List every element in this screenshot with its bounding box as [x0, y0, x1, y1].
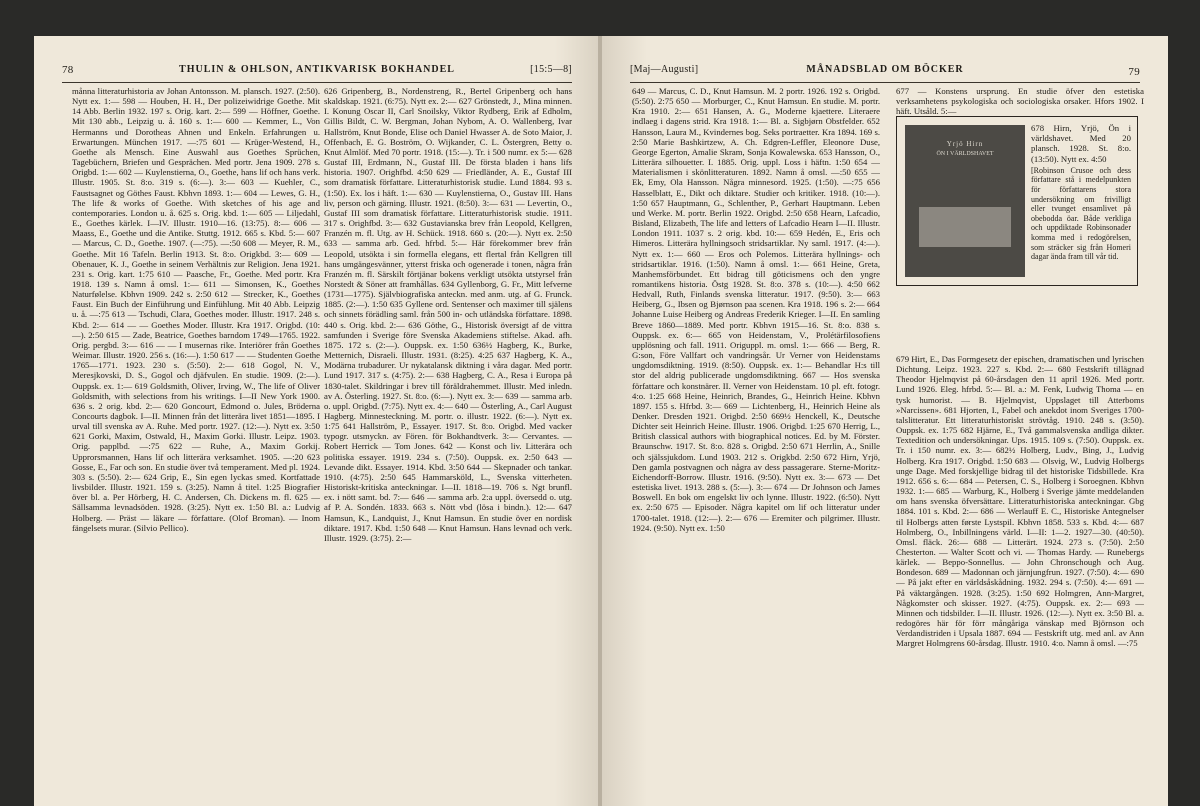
illustration-caption: [1031, 123, 1131, 262]
book-cover-title: ÖN I VÄRLDSHAVET: [936, 151, 994, 157]
left-page-header: [62, 64, 572, 80]
right-page: [602, 36, 1168, 806]
right-header-issue: [Maj—Augusti]: [630, 64, 699, 75]
catalog-entries-626-648: 626 Gripenberg, B., Nordenstreng, R., Bertel Gripenberg och hans skaldskap. 1921. (6:75). Nytt ex. 2:— 627 Grönstedt, J., Mina minnen. I. Konung Oscar II, Carl Snoilsky, Viktor Rydberg, Erik af Edholm, Gillis Bildt, C. W. Bergman, Johan Nybom, A. O. Wallenberg, Ivar Hallström, Knut Bonde, Elise och Daniel Hwasser A. de Soto Maior, J. Offenbach, E. G. Boström, O. Wijkander, C. L. Östergren, Betty o. Knut Almlöf. Med 70 portr. 1918. (15:—). Tr. i 500 numr. ex 5:— 628 Gustaf III, Erdmann, N., Gustaf III. De första bladen i hans lifs historia. 1907. Orighfbd. 4:50 629 — Friedländer, A. E., Gustaf III som dramatisk författare. Litteraturhistorisk studie. Lund 1884. 93 s. (1:50). Ex. los i häft. 1:— 630 — Kuylenstierna, O., Gustav III. Hans liv, person och gärning. Illustr. 1921. (8:50). 3:— 631 — Levertin, O., Gustaf III som dramatisk författare. Litteraturhistorisk studie. 1911. 317 s. Orighfbd. 3:— 632 Gustavianska brev från Leopold, Kellgren, Franzén m. fl. Utg. av H. Schück. 1918. 660 s. (20:—). Nytt ex. 2:50 633 — samma arb. Ged. hfrbd. 5:— Här förekommer brev från Leopold, utsökta i sin formella elegans, ett flertal från Kellgren till hans umgängesvänner, ytterst friska och ogenerade i tonen, några från Franzén m. fl. Särskilt förtjänar bokens verkligt utsökta utstyrsel från Norstedt & Söner att framhållas. 634 Gyllenborg, G. Fr., Mitt lefverne (1731—1775). Självbiografiska anteckn. med anm. utg. af G. Frunck. 1885. (2:—). 1:50 635 Gyllene ord. Sentenser och maximer till själens och sinnets förädling saml. från 500 in- och utländska författare. 1898. 440 s. Orig. kbd. 2:— 636 Göthe, G., Historisk översigt af de vittra samfunden i Sverige före Svenska Akademiens stiftelse. Akad. afh. 1875. 172 s. (2:—). Ouppsk. ex. 1:50 636½ Hagberg, K., Burke, Metternich, Disraeli. Illustr. 1931. (8:25). 4:25 637 Hagberg, K. A., Modärna trubadurer. Ur nykatalansk diktning i våra dagar. Med portr. Lund 1917. 317 s. (4:75). 2:— 638 Hagberg, C. A., Resa i Europa på 1830-talet. Skildringar i brev till föräldrahemmet. Illustr. Med inledn. av A. Österling. 1927. St. 8:o. (6:—). Nytt ex. 3:— 639 — samma arb. o. uppl. Origbd. (7:75). Nytt ex. 4:— 640 — Österling, A., Carl August Hagberg. Minnesteckning. M. portr. o. illustr. 1922. (6:—). Nytt ex. 1:75 641 Hallström, P., Essayer. 1917. St. 8:o. Origbd. Med vacker typogr. utsmyckn. av Fören. för Bokhandtverk. 3:— Cervantes. — Robert Herrick — Tom Jones. 642 — Konst och liv. Litterära och politiska essayer. 1919. 234 s. (7:50). Ouppsk. ex. 2:50 643 — Levande dikt. Essayer. 1914. Kbd. 3:50 644 — Skepnader och tankar. 1910. (4:75). 2:50 645 Hammarsköld, L., Svenska vitterheten. Historiskt-kritiska anteckningar. I—II. 1818—19. 706 s. Ngt brunfl. ex. i nött samt. bd. 7:— 646 — samma arb. 2:a uppl. översedd o. utg. af P. A. Sondén. 1833. 663 s. Nött vbd (lösa i bindn.). 12:— 647 Hamsun, K., Landquist, J., Knut Hamsun. En studie över en nordisk diktare. 1917. Kbd. 1:50 648 — Knut Hamsun. Hans levnad och verk. Illustr. 1929. (3:75). 2:—: [324, 86, 572, 543]
left-header-title: THULIN & OHLSON, ANTIKVARISK BOKHANDEL: [179, 64, 455, 75]
left-page: [34, 36, 600, 806]
book-cover-author: Yrjö Hirn: [946, 140, 984, 148]
catalog-spread: [34, 36, 1168, 806]
catalog-entries-679-694: 679 Hirt, E., Das Formgesetz der epischen, dramatischen und lyrischen Dichtung. Leipz. 1923. 227 s. Kbd. 2:— 680 Festskrift tillägnad Theodor Hjelmqvist på 60-årsdagen den 11 april 1926. Med portr. Lund 1926. Eleg. hfrbd. 5:— Bl. a.: M. Fenk, Ludwig Thoma — en tysk humorist. — B. Hjelmqvist, Uppslaget till Atterboms »Narcissen». 681 Hjorten, I., Fabel och anekdot inom Sveriges 1700-talslitteratur. Ett litteraturhistoriskt strövtåg. 1910. 248 s. (3:50). Ouppsk. ex. 1:75 682 Hjärne, E., Två gammalsvenska andliga dikter. Textedition och undersökningar. Ups. 1915. 109 s. (7:50). Ouppsk. ex. Tr. i 150 numr. ex. 3:— 682½ Holberg, Ludv., Bing, J., Ludvig Holberg. Kra 1917. Origbd. 1:50 683 — Olsvig, W., Ludvig Holbergs unge Dage. Med forskjellige bidrag til det historiske Tidsbillede. Kra 1912. 656 s. 6:— 684 — Petersen, C. S., Holberg i Soroegnen. Kbhvn 1932. 1:— 685 — Warburg, K., Holberg i Sverige jämte meddelanden om hans svenska öfversättare. Litteraturhistoriska anteckningar. Gbg 1884. 101 s. Kbd. 2:— 686 — Werlauff E. C., Historiske Antegnelser til Holbergs atten første Lystspil. Kbhvn 1858. 533 s. Kbd. 4:— 687 Holmberg, O., Inbillningens värld. I—II: 1—2. 1927—30. (40:50). Omsl. fläck. 26:— 688 — Litterärt. 1924. 273 s. (7:50). 2:50 Chesterton. — Walter Scott och vi. — Thomas Hardy. — Runebergs kärlek. — Beppo-Sonnellus. — John Chronschough och Aug. Bondeson. 689 — Madonnan och järnjungfrun. 1927. (7:50). 4:— 690 — På jakt efter en världsåskådning. 1932. 294 s. (7:50). 4:— 691 — På väktargången. 1928. (3:25). 1:50 692 Holmgren, Ann-Margret, Någkomster och skisser. 1927. (4:75). Ouppsk. ex. 2:— 693 — Minnen och tidsbilder. I—II. Illustr. 1926. (12:—). Nytt ex. 3:50 Bl. a. redogöres här för förr mångåriga vänskap med Björnson och Verdandistriden i Upsala 1887. 694 — Festskrift utg. med anl. av Ann Margret Holmgrens 60-årsdag. Illustr. 1910. 4:o. Namn å omsl. —:75: [896, 354, 1144, 649]
left-column-2: [324, 86, 572, 796]
left-column-1: [72, 86, 320, 796]
right-header-rule: [630, 82, 1140, 83]
catalog-entries-649-676: 649 — Marcus, C. D., Knut Hamsun. M. 2 portr. 1926. 192 s. Origbd. (5:50). 2:75 650 — Morburger, C., Knut Hamsun. En studie. M. portr. Kra 1910. 2:— 651 Hansen, A. G., Moderne kjaettere. Literaere indlaeg i dagens strid. Kra 1918. 1:— Bl. a. Sigbjørn Obstfelder. 652 Hansson, Laura M., Kvindernes bog. Seks portraetter. Kra 1894. 169 s. 2:50 Marie Bashkirtzew, A. Ch. Edgren-Leffler, Eleonore Duse, George Egerton, Amalie Skram, Sonja Kowalewska. 653 Hansson, O., Litterära silhouetter. I. 1885. Orig. uppl. Loss i häftn. 1:50 654 — Materialismen i skönlitteraturen. 1892. Namn å omsl. —:50 655 — Ek, Emy, Ola Hansson. Några minnesord. 1925. (1:50). —:75 656 Hasselblatt, E., Dikt och diktare. Studier och kritiker. 1918. (10:—). 1:50 657 Hauptmann, G., Schlenther, P., Gerhart Hauptmann. Leben und Werke. M. portr. Berlin 1922. Origbd. 2:50 658 Hearn, Lafcadio, Bisland, Elizabeth, The life and letters of Lafcadio Hearn I—II. Illustr. London 1911. 1037 s. 2 orig. kbd. 10:— 659 Hedén, E., Eris och Himeros. Litterära hyllningsoch stridsartiklar. Ny saml. 1917. (4:—). Nytt ex. 1:— 660 — Eros och Polemos. Litterära hyllnings- och stridsartiklar. 1916. (1:50). Namn å omsl. 1:— 661 Heine, Greta, Manhemsförbundet. Ett bidrag till göticismens och den yngre romantikens historia. Östg 1928. St. 8:o. 378 s. (10:—). 4:50 662 Hedvall, Ruth, Finlands svenska litteratur. 1917. (9:50). 3:— 663 Heiberg, G., Ibsen og Bjørnson paa scenen. Kra 1918. 196 s. 2:— 664 Johanne Luise Heiberg og Andreas Frederik Krieger. I—II. En samling Breve 1860—1889. Med portr. Kbhvn 1915—16. St. 8:o. 838 s. Ouppsk. ex. 6:— 665 von Heidenstam, V., Prolétärfilosofiens upplösning och fall. 1911. Origuppl. m. omsl. 1:— 666 — Berg, R. G:son, Före Vallfart och vandringsår. Ur Verner von Heidenstams ungdomsdiktning. 1919. (8:50). Ouppsk. ex. 1:— Behandlar H:s till stor del aldrig publicerade ungdomsdiktning. 667 — Hos svenska författare och konstnärer. II. Verner von Heidenstam. 10 pl. eft. fotogr. 4:o. 1:25 668 Heine, Heinrich, Brandes, G., Heinrich Heine. Kbhvn 1897. 155 s. Hfrbd. 3:— 669 — Lichtenberg, H., Heinrich Heine als Denker. Dresden 1921. Origbd. 2:50 669½ Henckell, K., Deutsche Dichter seit Heinrich Heine. Illustr. 1906. Origbd. 1:25 670 Herrig, L., British classical authors with biographical notices. Ed. by M. Förster. Braunschw. 1917. St. 8:o. 828 s. Origbd. 2:50 671 Herrlin, A., Snille och själssjukdom. Lund 1903. 212 s. Origkbd. 2:50 672 Hirn, Yrjö, Den gamla postvagnen och några av dess passagerare. Sterne-Moritz-Eichendorff-Borrow. Illustr. 1916. (9:50). Nytt ex. 3:— 673 — Det estetiska livet. 1913. 288 s. (5:—). 3:— 674 — Dr Johnson och James Boswell. En bok om engelskt liv och lynne. Illustr. 1922. (6:50). Nytt ex. 2:50 675 — Episoder. Några kapitel om lif och litteratur under 1700-talet. 1918. (12:—). 2:— 676 — Eremiter och pilgrimer. Illustr. 1924. (9:50). Nytt ex. 1:50: [632, 86, 880, 533]
catalog-entries-597-625: månna litteraturhistoria av Johan Antonsson. M. plansch. 1927. (2:50). Nytt ex. 1:— 598 — Houben, H. H., Der polizeiwidrige Goethe. Mit 14 Abb. Berlin 1932. 197 s. Orig. kart. 2:— 599 — Höffner, Goethe. Mit 130 abb., Leipzig u. å. 160 s. 1:— 600 — Kemmer, L., Von Hermanns und Dorotheas Ahnen und Enkeln. Erfahrungen u. Erwartungen. München 1917. —:75 601 — Krüger-Westend, H., Goethe als Mensch. Eine Auswahl aus Goethes Sprüchen, Tagebüchern, Briefen und Gesprächen. Med portr. Jena 1909. 278 s. Origbd. 1:— 602 — Kuylenstierna, O., Goethe, hans lif och hans verk. Illustr. 1905. St. 8:o. 319 s. (6:—). 3:— 603 — Kuehler, C., Faustsagnet og Göthes Faust. Kbhvn 1893. 1:— 604 — Lewes, G. H., The life & works of Goethe. With sketches of his age and contemporaries. London u. å. 625 s. Orig. kbd. 1:— 605 — Liljedahl, E., Goethes kärlek. I—IV. Illustr. 1910—16. (13:75). 8:— 606 — Maass, E., Goethe und die Antike. Stuttg. 1912. 665 s. Kbd. 5:— 607 — Marcus, C. D., Goethe. 1907. (—:75). —:50 608 — Meyer, R. M., Goethe. Mit 16 Tafeln. Berlin 1913. St. 8:o. Origkbd. 3:— 609 — Obenauer, K. J., Goethe in seinem Verhältnis zur Religion. Jena 1921. 231 s. Orig. kart. 1:75 610 — Paasche, Fr., Goethe. Med portr. Kra 1918. 139 s. Namn å omsl. 1:— 611 — Simonsen, K., Goethes Naturfølelse. Kbhvn 1909. 242 s. 2:50 612 — Strecker, K., Goethes Faust. Ein Buch der Einführung und Einfühlung. Mit 40 Abb. Leipzig u. å. —:75 613 — Tschudi, Clara, Goethes moder. Illustr. 1917. 248 s. Kbd. 2:— 614 — — Goethes Moder. Illustr. Kra 1917. Origbd. (10:—). 2:50 615 — Zade, Beatrice, Goethes barndom 1749—1765. 1922. Orig. pergbd. 3:— 616 — — I musernas rike. Interiörer från Goethes Weimar. Illustr. 1920. 256 s. (16:—). 1:50 617 — — Studenten Goethe 1765—1771. 1923. 230 s. (5:50). 2:— 618 Gogol, N. V., Meresjkovski, D. S., Gogol och djäfvulen. En studie. 1909. (2:—). Ouppsk. ex. 1:— 619 Goldsmith, Oliver, Irving, W., The life of Oliver Goldsmith, with selections from his writings. I—II New York 1900. 636 s. 2 orig. kbd. 2:— 620 Goncourt, Edmond o. Jules, Bröderna Concourts dagbok. I—II. Minnen från det litterära livet 1851—1895. I urval till svenska av A. Ruhe. Med portr. 1927. (12:—). Nytt ex. 3:50 621 Gorki, Maxim, Ostwald, H., Maxim Gorki. Illustr. Leipz. 1903. Orig. papplbd. —:75 622 — Ruhe, A., Maxim Gorkij. Upprorsmannen, Hans lif och litterära verksamhet. 1905. —:20 623 Gosse, E., Far och son. En studie över två temperament. Med pl. 1924. 303 s. (5:50). 2:— 624 Grip, E., Sin egen lyckas smed. Kortfattade livsbilder. Illustr. 1921. 159 s. (3:25). Namn å titel. 1:25 Biografier över bl. a. Per Hörberg, H. C. Andersen, Ch. Dickens m. fl. 625 — Sällsamma levnadsöden. 1928. (3:25). Nytt ex. 1:50 Bl. a.: Ludvig Holberg. — Präst — läkare — författare. (Olof Broman). — Inom fängelsets murar. (Silvio Pellico).: [72, 86, 320, 533]
right-header-title: MÅNADSBLAD OM BÖCKER: [806, 64, 964, 75]
left-header-rule: [62, 82, 572, 83]
catalog-entry-678-note: [Robinson Crusoe och dess författare stå i medelpunkten för författarens stora undersökning om frivilligt eller tvunget ensamlivet på obebodda öar. Både verkliga och uppdiktade Robinsonader komma med i redogörelsen, som sträcker sig från Homeri dagar ända fram till vår tid.: [1031, 165, 1131, 262]
catalog-entry-678: 678 Hirn, Yrjö, Ön i världshavet. Med 20 plansch. 1928. St. 8:o. (13:50). Nytt ex. 4:50: [1031, 123, 1131, 164]
catalog-entries-679-694-wrap: [896, 354, 1144, 649]
right-column-2: [896, 86, 1144, 796]
book-cover-label: [919, 207, 1011, 247]
left-page-number: 78: [62, 64, 74, 76]
catalog-entry-677: 677 — Konstens ursprung. En studie öfver den estetiska verksamhetens psykologiska och sociologiska orsaker. Hfors 1902. I häft. Utsåld. 5:—: [896, 86, 1144, 117]
right-column-1: [632, 86, 880, 796]
book-cover-image: [905, 125, 1025, 277]
right-page-header: [630, 64, 1140, 80]
right-page-number: 79: [1128, 66, 1140, 78]
left-header-issue: [15:5—8]: [530, 64, 572, 75]
book-illustration-box: [896, 116, 1138, 286]
